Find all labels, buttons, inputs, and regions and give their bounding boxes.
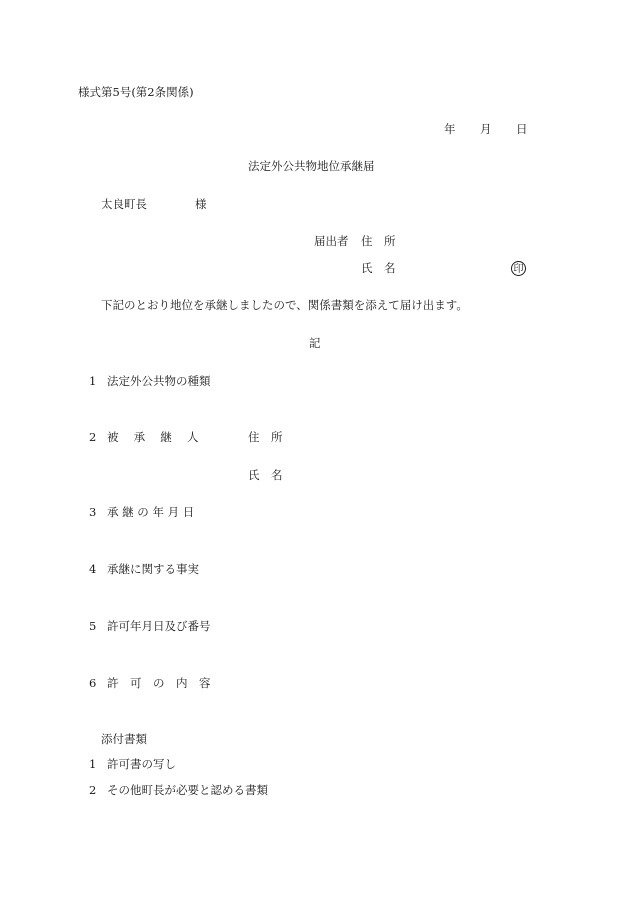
item-4-label: 承継に関する事実 bbox=[107, 562, 199, 576]
item-3-number: 3 bbox=[89, 505, 97, 519]
document-title: 法定外公共物地位承継届 bbox=[248, 159, 375, 173]
item-2-number: 2 bbox=[89, 430, 97, 444]
item-2-address-label: 住 所 bbox=[248, 430, 283, 444]
attachment-2-number: 2 bbox=[89, 783, 97, 797]
item-6-label: 許 可 の 内 容 bbox=[107, 676, 211, 690]
item-3-label: 承 継 の 年 月 日 bbox=[107, 505, 195, 519]
item-2-name-label: 氏 名 bbox=[248, 468, 283, 482]
form-label: 様式第5号(第2条関係) bbox=[78, 85, 194, 99]
attachments-heading: 添付書類 bbox=[101, 732, 147, 746]
date-month: 月 bbox=[480, 122, 492, 136]
date-day: 日 bbox=[516, 122, 528, 136]
body-text: 下記のとおり地位を承継しましたので、関係書類を添えて届け出ます。 bbox=[101, 298, 468, 312]
seal-mark: 印 bbox=[511, 261, 526, 276]
attachment-1-label: 許可書の写し bbox=[107, 757, 176, 771]
addressee-name: 太良町長 bbox=[101, 197, 147, 211]
item-5-number: 5 bbox=[89, 619, 97, 633]
item-5-label: 許可年月日及び番号 bbox=[107, 619, 211, 633]
item-2-label: 被 承 継 人 bbox=[107, 430, 199, 444]
attachment-1-number: 1 bbox=[89, 757, 97, 771]
ki-heading: 記 bbox=[309, 336, 321, 350]
item-1-number: 1 bbox=[89, 374, 97, 388]
item-1-label: 法定外公共物の種類 bbox=[107, 374, 211, 388]
notifier-address-label: 住 所 bbox=[361, 234, 396, 248]
addressee-honorific: 様 bbox=[195, 197, 207, 211]
item-6-number: 6 bbox=[89, 676, 97, 690]
notifier-name-label: 氏 名 bbox=[361, 261, 396, 275]
notifier-label: 届出者 bbox=[314, 234, 349, 248]
date-year: 年 bbox=[444, 122, 456, 136]
attachment-2-label: その他町長が必要と認める書類 bbox=[107, 783, 268, 797]
item-4-number: 4 bbox=[89, 562, 97, 576]
